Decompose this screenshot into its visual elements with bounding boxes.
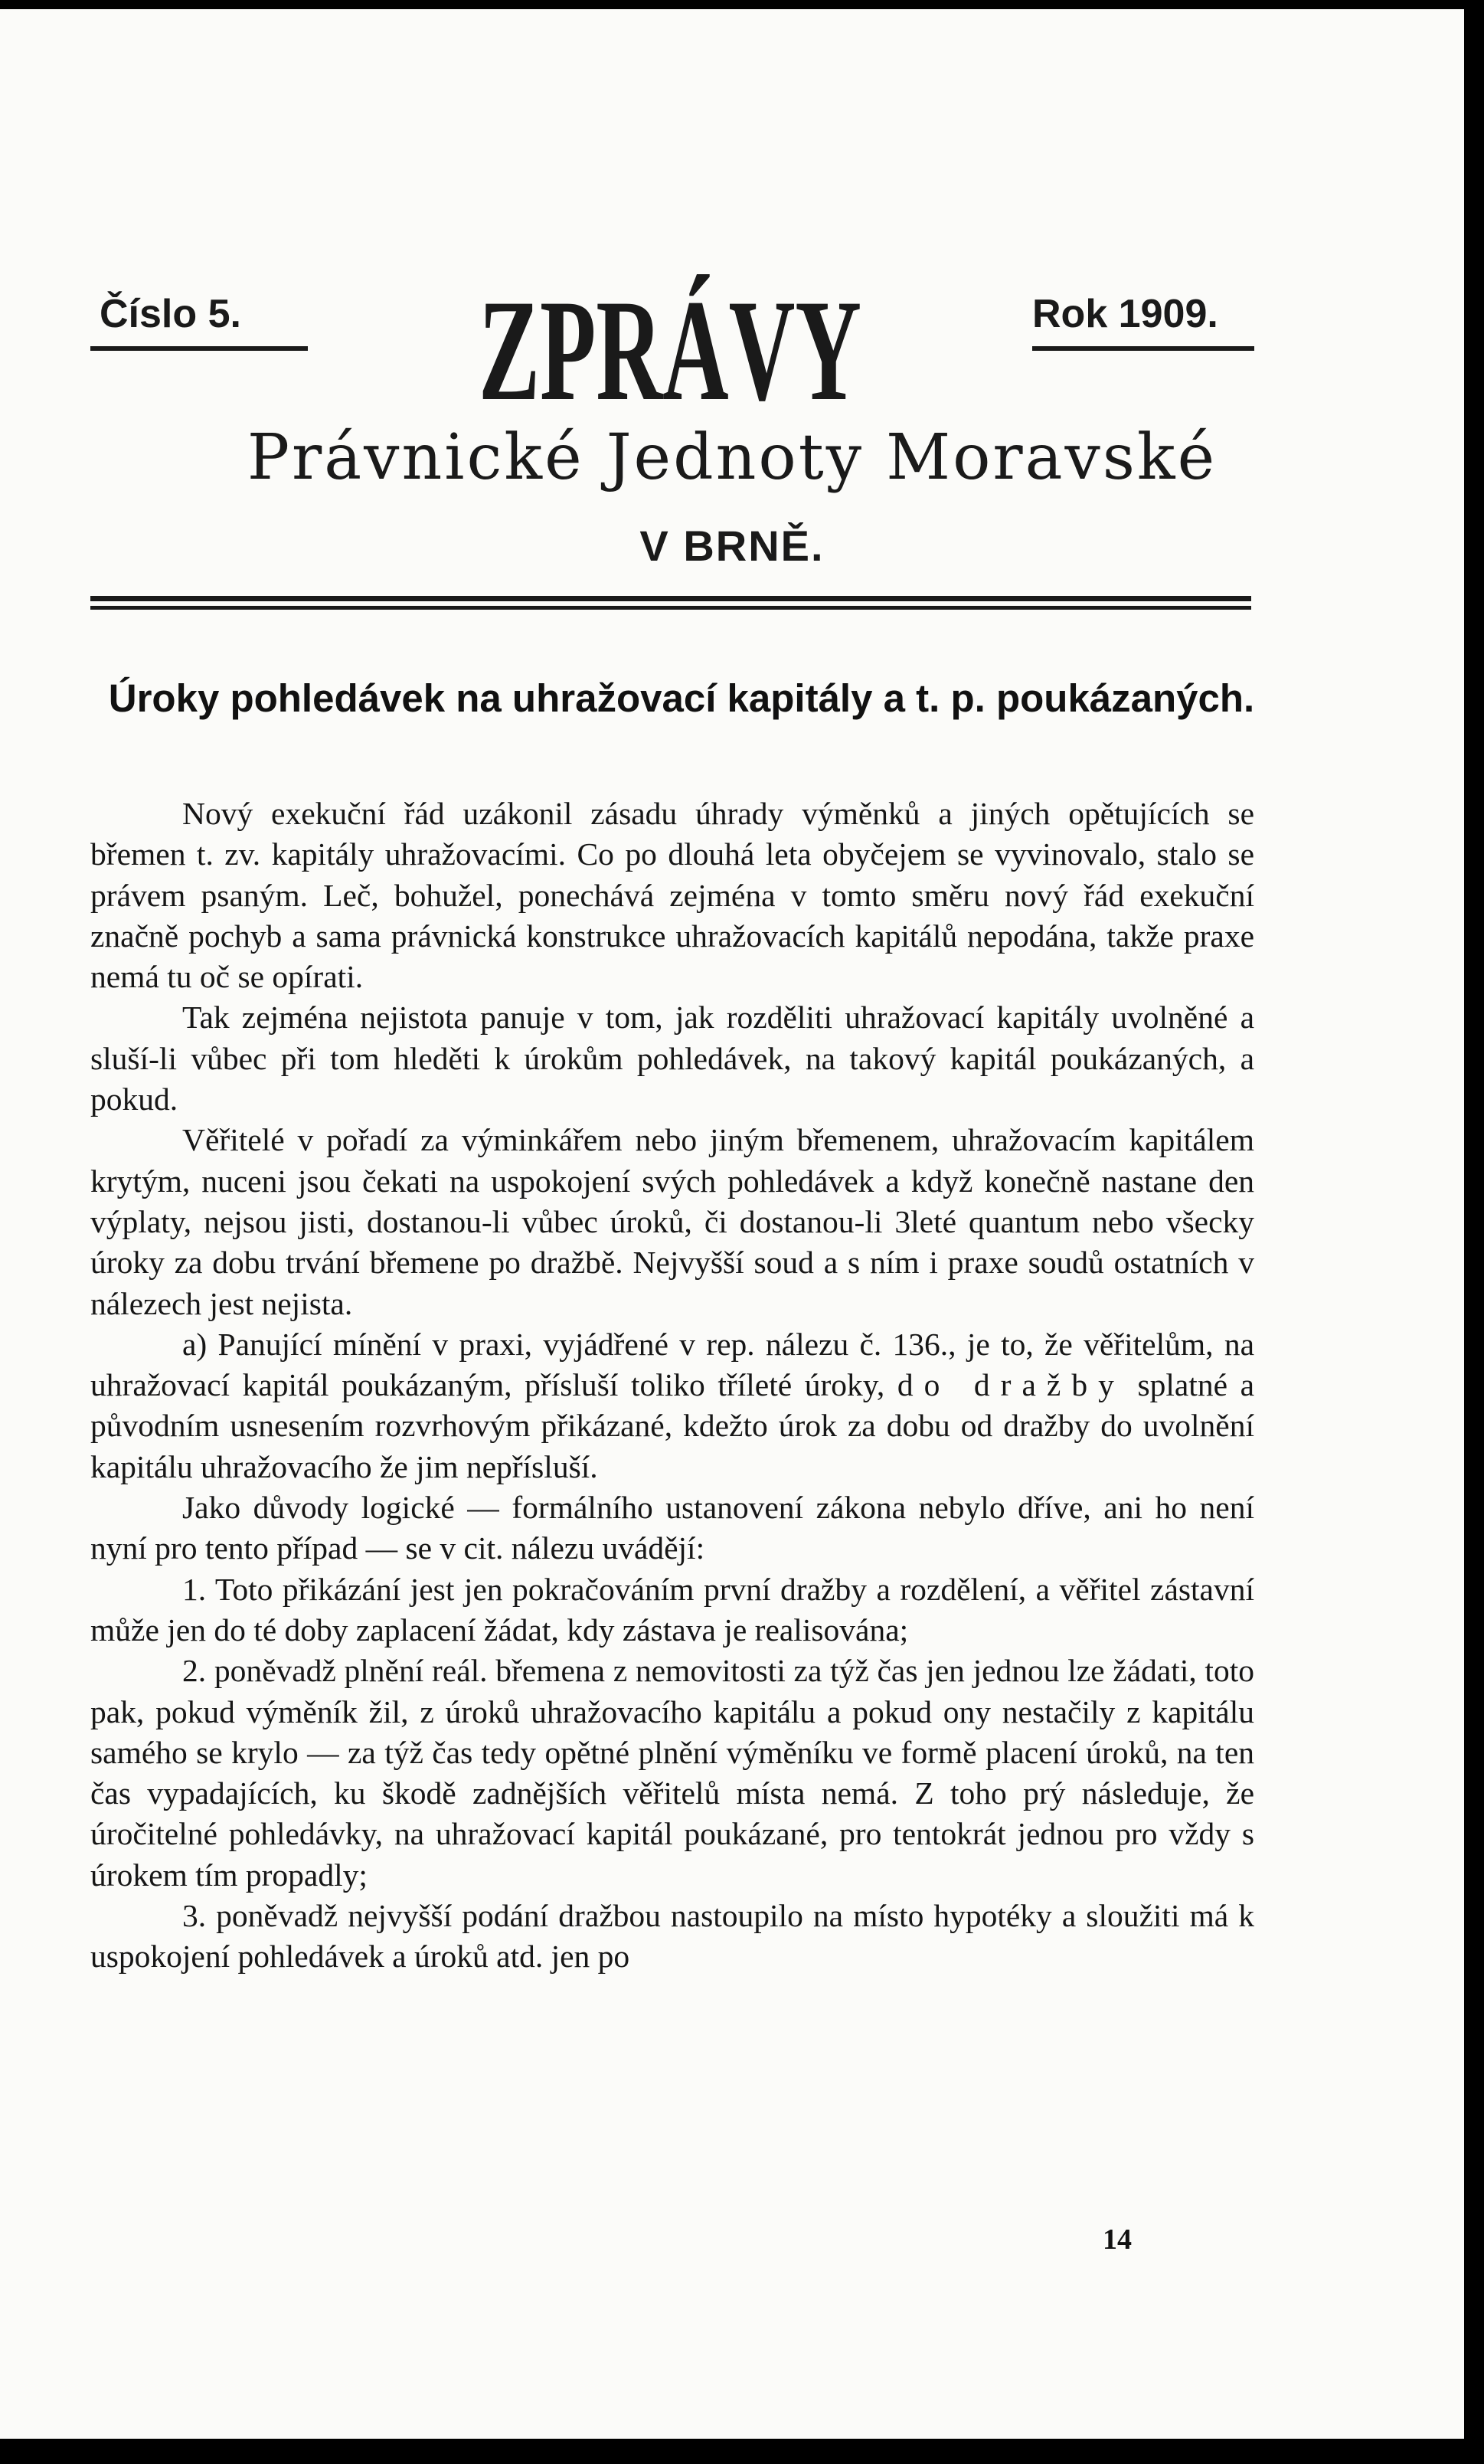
paragraph: Věřitelé v pořadí za výminkářem nebo jiným břemenem, uhražovacím kapitálem krytým, nuceni jsou čekati na uspokojení svých pohledávek a když konečně nastane den výplaty, nejsou jisti, dostanou-li vůbec úroků, či dostanou-li 3leté quantum nebo všecky úroky za dobu trvání břemene po dražbě. Nejvyšší soud a s ním i praxe soudů ostatních v nálezech jest nejista. bbox=[90, 1122, 1254, 1321]
page-number: 14 bbox=[1103, 2223, 1132, 2256]
paragraph: Jako důvody logické — formálního ustanovení zákona nebylo dříve, ani ho není nyní pro tento případ — se v cit. nálezu uvádějí: bbox=[90, 1490, 1254, 1566]
article-body bbox=[90, 794, 1254, 1978]
list-item: 3. poněvadž nejvyšší podání dražbou nastoupilo na místo hypotéky a sloužiti má k uspokojení pohledávek a úroků atd. jen po bbox=[90, 1898, 1254, 1975]
paragraph: Tak zejména nejistota panuje v tom, jak rozděliti uhražovací kapitály uvolněné a sluší-li vůbec při tom hleděti k úrokům pohledávek, na takový kapitál poukázaných, a pokud. bbox=[90, 1000, 1254, 1117]
issue-number: Číslo 5. bbox=[100, 292, 241, 336]
scan-edge bbox=[1464, 0, 1484, 2464]
city-line: V BRNĚ. bbox=[639, 522, 825, 570]
issue-underline bbox=[90, 346, 308, 351]
publisher-subtitle: Právnické Jednoty Moravské bbox=[247, 421, 1218, 494]
article-title: Úroky pohledávek na uhražovací kapitály a t. p. poukázaných. bbox=[108, 676, 1255, 720]
paragraph-a: a) Panující mínění v praxi, vyjádřené v rep. nálezu č. 136., je to, že věřitelům, na uhražovací kapitál poukázaným, přísluší toliko tříleté úroky, do dražby splatné a původním usnesením rozvrhovým přikázané, kdežto úrok za dobu od dražby do uvolnění kapitálu uhražovacího že jim nepřísluší. bbox=[90, 1326, 1254, 1484]
spaced-emphasis: do dražby bbox=[897, 1367, 1125, 1403]
paragraph: Nový exekuční řád uzákonil zásadu úhrady výměnků a jiných opětujících se břemen t. zv. kapitály uhražovacími. Co po dlouhá leta obyčejem se vyvinovalo, stalo se právem psaným. Leč, bohužel, ponechává zejména v tomto směru nový řád exekuční značně pochyb a sama právnická konstrukce uhražovacích kapitálů nepodána, takže praxe nemá tu oč se opírati. bbox=[90, 796, 1254, 995]
list-item: 2. poněvadž plnění reál. břemena z nemovitosti za týž čas jen jednou lze žádati, toto pak, pokud výměník žil, z úroků uhražovacího kapitálu a pokud ony nestačily z kapitálu samého se krylo — za týž čas tedy opětné plnění výměníku ve formě placení úroků, na ten čas vypadajících, ku škodě zadnějších věřitelů místa nemá. Z toho prý následuje, že úročitelné pohledávky, na uhražovací kapitál poukázané, pro tentokrát jednou pro vždy s úrokem tím propadly; bbox=[90, 1653, 1254, 1893]
header-double-rule bbox=[90, 596, 1251, 610]
year-label: Rok 1909. bbox=[1032, 292, 1218, 336]
masthead-text: ZPRÁVY bbox=[479, 270, 861, 431]
list-item: 1. Toto přikázání jest jen pokračováním první dražby a rozdělení, a věřitel zástavní může jen do té doby zaplacení žádat, kdy zástava je realisována; bbox=[90, 1571, 1254, 1648]
year-underline bbox=[1032, 346, 1254, 351]
masthead-title bbox=[467, 250, 873, 431]
